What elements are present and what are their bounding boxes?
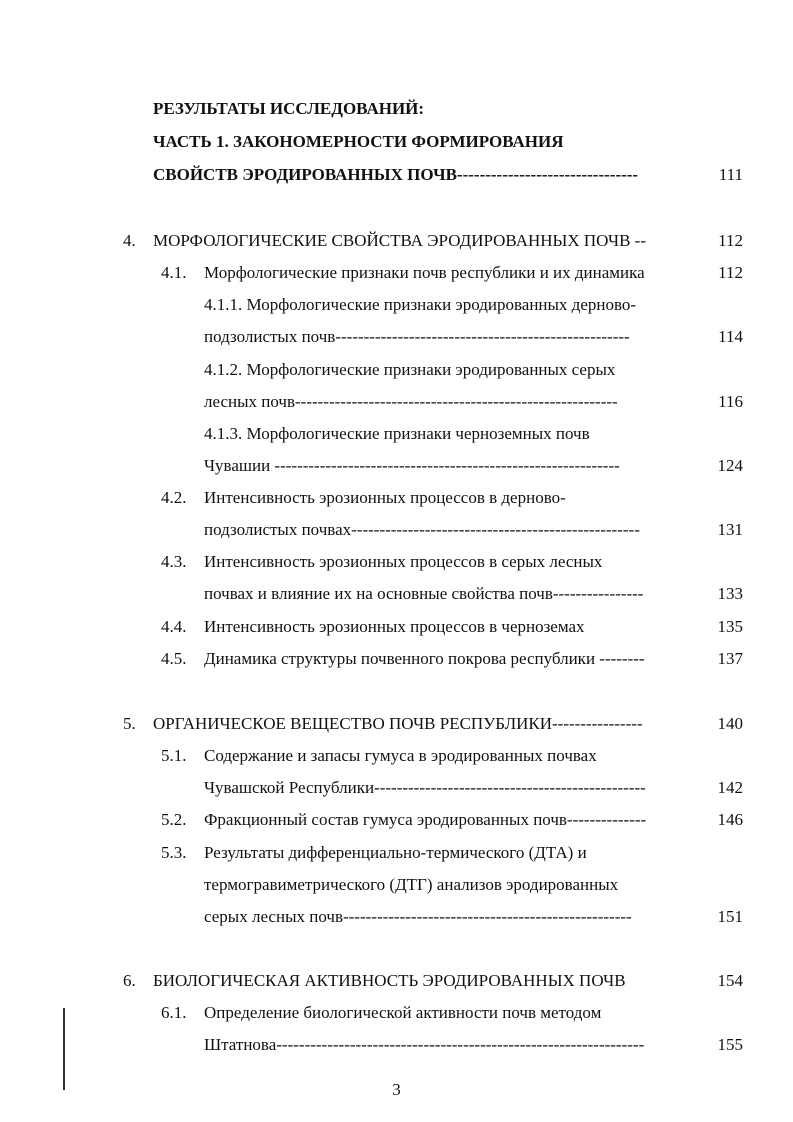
page-number: 111 (718, 165, 743, 184)
chapter-number: 6. (123, 971, 136, 990)
intro-heading: РЕЗУЛЬТАТЫ ИССЛЕДОВАНИЙ: (153, 99, 425, 118)
chapter-title: ОРГАНИЧЕСКОЕ ВЕЩЕСТВО ПОЧВ РЕСПУБЛИКИ---------------- (153, 714, 643, 733)
section-title-cont: Чувашской Республики------------------------------------------------ (204, 778, 646, 797)
page-number: 155 (717, 1035, 743, 1054)
chapter-number: 4. (123, 231, 136, 250)
section-title-cont: подзолистых почвах--------------------------------------------------- (204, 520, 640, 539)
page-number: 112 (718, 263, 743, 282)
page-number: 146 (717, 810, 743, 829)
section-number: 5.2. (161, 810, 187, 829)
section-title: Определение биологической активности почв методом (204, 1003, 602, 1022)
page-number: 112 (718, 231, 743, 250)
section-number: 4.5. (161, 649, 187, 668)
section-title: Содержание и запасы гумуса в эродированных почвах (204, 746, 597, 765)
section-number: 5.1. (161, 746, 187, 765)
scan-edge-line (63, 1008, 65, 1090)
page-footer-number: 3 (392, 1080, 401, 1099)
subsection-title-cont: подзолистых почв---------------------------------------------------- (204, 327, 630, 346)
section-number: 4.4. (161, 617, 187, 636)
section-title: Морфологические признаки почв республики и их динамика (204, 263, 645, 282)
section-title-cont: почвах и влияние их на основные свойства почв---------------- (204, 584, 644, 603)
part-heading: ЧАСТЬ 1. ЗАКОНОМЕРНОСТИ ФОРМИРОВАНИЯ (153, 132, 564, 151)
section-number: 5.3. (161, 843, 187, 862)
page-number: 116 (718, 392, 743, 411)
section-number: 4.3. (161, 552, 187, 571)
section-title-cont: Штатнова----------------------------------------------------------------- (204, 1035, 645, 1054)
page-number: 124 (717, 456, 743, 475)
subsection-title-cont: лесных почв--------------------------------------------------------- (204, 392, 618, 411)
section-number: 4.1. (161, 263, 187, 282)
section-title: Интенсивность эрозионных процессов в серых лесных (204, 552, 603, 571)
subsection-title-cont: Чувашии ------------------------------------------------------------- (204, 456, 620, 475)
page-number: 131 (717, 520, 743, 539)
section-title-cont: термогравиметрического (ДТГ) анализов эродированных (204, 875, 619, 894)
page-number: 137 (717, 649, 743, 668)
subsection-title: 4.1.1. Морфологические признаки эродированных дерново- (204, 295, 637, 314)
part-subheading: СВОЙСТВ ЭРОДИРОВАННЫХ ПОЧВ-------------------------------- (153, 165, 639, 184)
section-title: Интенсивность эрозионных процессов в черноземах (204, 617, 585, 636)
section-title: Результаты дифференциально-термического (ДТА) и (204, 843, 587, 862)
page-number: 135 (717, 617, 743, 636)
section-number: 6.1. (161, 1003, 187, 1022)
page-number: 133 (717, 584, 743, 603)
section-title: Фракционный состав гумуса эродированных почв-------------- (204, 810, 647, 829)
page-number: 151 (717, 907, 743, 926)
subsection-title: 4.1.3. Морфологические признаки черноземных почв (204, 424, 590, 443)
chapter-title: БИОЛОГИЧЕСКАЯ АКТИВНОСТЬ ЭРОДИРОВАННЫХ ПОЧВ (153, 971, 626, 990)
chapter-number: 5. (123, 714, 136, 733)
page-number: 154 (717, 971, 743, 990)
section-number: 4.2. (161, 488, 187, 507)
page-number: 114 (718, 327, 743, 346)
section-title: Динамика структуры почвенного покрова республики -------- (204, 649, 645, 668)
chapter-title: МОРФОЛОГИЧЕСКИЕ СВОЙСТВА ЭРОДИРОВАННЫХ ПОЧВ -- (153, 231, 646, 250)
subsection-title: 4.1.2. Морфологические признаки эродированных серых (204, 360, 616, 379)
page-number: 140 (717, 714, 743, 733)
section-title-cont: серых лесных почв--------------------------------------------------- (204, 907, 632, 926)
page-number: 142 (717, 778, 743, 797)
section-title: Интенсивность эрозионных процессов в дерново- (204, 488, 566, 507)
